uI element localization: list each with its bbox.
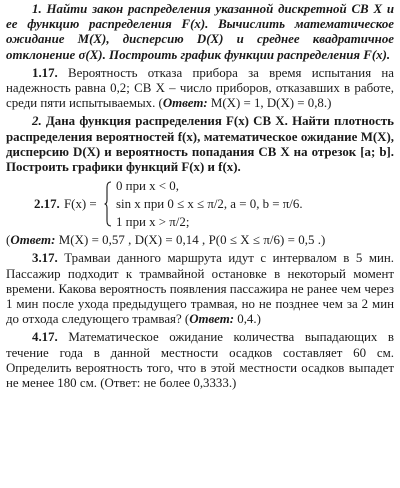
problem-1-17-text: Вероятность отказа прибора за время испытания на надежность равна 0,2; СВ X – число приборов, отказавших в работе, среди пяти испытываемых. [6, 65, 394, 111]
problem-2-17-answer: M(X) = 0,57 , D(X) = 0,14 , P(0 ≤ X ≤ π/6) = 0,5 .) [58, 233, 326, 248]
left-brace-icon [104, 181, 112, 227]
formula-lhs: F(x) = [64, 197, 97, 212]
problem-4-17-number: 4.17. [32, 330, 58, 345]
task-1-statement [6, 2, 394, 63]
problem-2-17-answer-line: (Ответ: M(X) = 0,57 , D(X) = 0,14 , P(0 ≤ X ≤ π/6) = 0,5 .) [6, 233, 326, 248]
problem-3-17: 3.17. Трамваи данного маршрута идут с интервалом в 5 мин. Пассажир подходит к трамвайной остановке в некоторый момент времени. Какова вероятность появления пассажира не ранее чем через 1 мин после ухода предыдущего трамвая, но не позднее чем за 2 мин до отхода следующего трамвая? (Ответ: 0,4.) [6, 251, 394, 327]
task-1-number: 1. [32, 2, 42, 16]
problem-2-17-formula [6, 179, 394, 231]
problem-3-17-answer-label: Ответ: [189, 312, 235, 327]
formula-case-3: 1 при x > π/2; [116, 215, 190, 230]
problem-3-17-answer: 0,4.) [237, 312, 261, 327]
problem-4-17-answer: (Ответ: не более 0,3333.) [100, 376, 237, 391]
formula-case-2: sin x при 0 ≤ x ≤ π/2, a = 0, b = π/6. [116, 197, 303, 212]
task-2-text: Дана функция распределения F(x) СВ X. Найти плотность распределения вероятностей f(x), математическое ожидание M(X), дисперсию D(X) и вероятность попадания СВ X на отрезок [a; b]. Построить графики функций F(x) и f(x). [6, 114, 394, 175]
problem-1-17-number: 1.17. [32, 65, 58, 80]
task-2-statement [6, 114, 394, 175]
problem-1-17-answer: M(X) = 1, D(X) = 0,8.) [210, 96, 332, 111]
formula-case-1: 0 при x < 0, [116, 179, 179, 194]
problem-4-17 [6, 330, 394, 391]
task-1-text: Найти закон распределения указанной дискретной СВ X и ее функцию распределения F(x). Вычислить математическое ожидание M(X), дисперсию D(X) и среднее квадратичное отклонение σ(X). Построить график функции распределения F(x). [6, 2, 394, 62]
problem-4-17-text: Математическое ожидание количества выпадающих в течение года в данной местности осадков составляет 60 см. Определить вероятность того, что в этой местности осадков выпадет не менее 180 см. [6, 330, 395, 391]
problem-2-17-number: 2.17. [34, 197, 60, 212]
problem-1-17: 1.17. Вероятность отказа прибора за время испытания на надежность равна 0,2; СВ X – число приборов, отказавших в работе, среди пяти испытываемых. (Ответ: M(X) = 1, D(X) = 0,8.) [6, 65, 394, 111]
task-2-number: 2. [32, 114, 42, 129]
problem-1-17-answer-label: Ответ: [162, 96, 208, 111]
problem-2-17-answer-label: Ответ: [10, 233, 56, 248]
problem-3-17-text: Трамваи данного маршрута идут с интервалом в 5 мин. Пассажир подходит к трамвайной остановке в некоторый момент времени. Какова вероятность появления пассажира не ранее чем через 1 мин после ухода предыдущего трамвая, но не позднее чем за 2 мин до отхода следующего трамвая? [6, 251, 394, 327]
problem-3-17-number: 3.17. [32, 251, 58, 266]
